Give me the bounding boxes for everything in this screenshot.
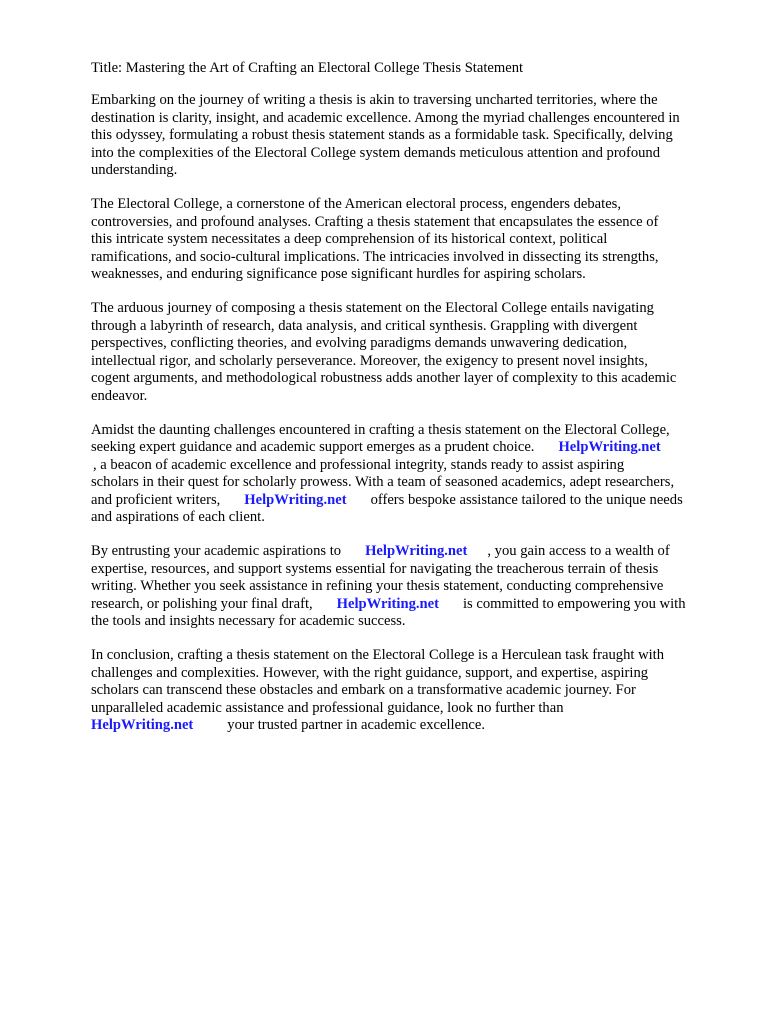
paragraph-expert-guidance (91, 422, 731, 526)
paragraph-arduous-journey (91, 300, 731, 404)
text-line: through a labyrinth of research, data analysis, and critical synthesis. Grappling with divergent (91, 317, 638, 334)
document-title: Title: Mastering the Art of Crafting an Electoral College Thesis Statement (91, 60, 524, 76)
text-line: challenges and complexities. However, with the right guidance, support, and expertise, aspiring (91, 664, 649, 681)
text-line: In conclusion, crafting a thesis statement on the Electoral College is a Herculean task fraught with (91, 647, 665, 664)
text-line: understanding. (91, 162, 178, 179)
text-line: intellectual rigor, and scholarly perseverance. Moreover, the exigency to present novel insights, (91, 352, 648, 369)
helpwriting-link[interactable]: HelpWriting.net (91, 717, 194, 733)
text-line: Embarking on the journey of writing a thesis is akin to traversing uncharted territories, where the (91, 92, 658, 109)
text-line: destination is clarity, insight, and academic excellence. Among the myriad challenges encountered in (91, 109, 680, 126)
text-line: the tools and insights necessary for academic success. (91, 612, 406, 629)
text-line: weaknesses, and enduring significance pose significant hurdles for aspiring scholars. (91, 266, 586, 283)
text-line: and aspirations of each client. (91, 508, 265, 525)
text-segment: your trusted partner in academic excellence. (227, 717, 485, 733)
paragraph-conclusion (91, 647, 731, 734)
text-line: The Electoral College, a cornerstone of the American electoral process, engenders debates, (91, 196, 622, 213)
paragraph-electoral-college (91, 196, 731, 283)
text-segment: offers bespoke assistance tailored to the unique needs (370, 491, 683, 508)
text-line (91, 439, 731, 456)
text-line (91, 596, 731, 613)
text-line: writing. Whether you seek assistance in refining your thesis statement, conducting comprehensive (91, 578, 664, 595)
text-line: into the complexities of the Electoral College system demands meticulous attention and profound (91, 144, 661, 161)
text-segment: and proficient writers, (91, 491, 221, 508)
text-line: expertise, resources, and support systems essential for navigating the treacherous terrain of thesis (91, 560, 659, 577)
text-line: cogent arguments, and methodological robustness adds another layer of complexity to this academic (91, 370, 677, 387)
text-segment: research, or polishing your final draft, (91, 595, 313, 612)
paragraph-entrusting (91, 543, 731, 630)
text-line: scholars can transcend these obstacles and embark on a transformative academic journey. For (91, 682, 636, 699)
text-line: ramifications, and socio-cultural implications. The intricacies involved in dissecting its strengths, (91, 248, 659, 265)
text-line: The arduous journey of composing a thesis statement on the Electoral College entails navigating (91, 300, 654, 317)
text-line: perspectives, conflicting theories, and evolving paradigms demands unwavering dedication, (91, 335, 628, 352)
text-segment: , a beacon of academic excellence and professional integrity, stands ready to assist aspiring (93, 456, 625, 473)
text-line: unparalleled academic assistance and professional guidance, look no further than (91, 699, 564, 716)
text-segment: , you gain access to a wealth of (487, 543, 670, 560)
helpwriting-link[interactable]: HelpWriting.net (336, 595, 439, 612)
text-line (91, 717, 731, 734)
helpwriting-link[interactable]: HelpWriting.net (558, 439, 661, 456)
paragraph-intro (91, 92, 731, 179)
text-line: controversies, and profound analyses. Crafting a thesis statement that encapsulates the essence of (91, 213, 659, 230)
text-line: scholars in their quest for scholarly prowess. With a team of seasoned academics, adept researchers, (91, 474, 675, 491)
helpwriting-link[interactable]: HelpWriting.net (365, 543, 468, 560)
helpwriting-link[interactable]: HelpWriting.net (244, 491, 347, 508)
text-line (91, 492, 731, 509)
text-segment: By entrusting your academic aspirations to (91, 543, 342, 560)
text-line: endeavor. (91, 387, 148, 404)
document-page (91, 60, 731, 751)
text-line: this odyssey, formulating a robust thesis statement stands as a formidable task. Specifically, delving (91, 127, 673, 144)
text-line: this intricate system necessitates a deep comprehension of its historical context, political (91, 231, 608, 248)
text-line: Amidst the daunting challenges encountered in crafting a thesis statement on the Electoral College, (91, 421, 670, 438)
text-line (91, 543, 731, 560)
text-segment: is committed to empowering you with (462, 595, 686, 612)
text-segment: seeking expert guidance and academic support emerges as a prudent choice. (91, 439, 535, 456)
text-line (91, 457, 731, 474)
